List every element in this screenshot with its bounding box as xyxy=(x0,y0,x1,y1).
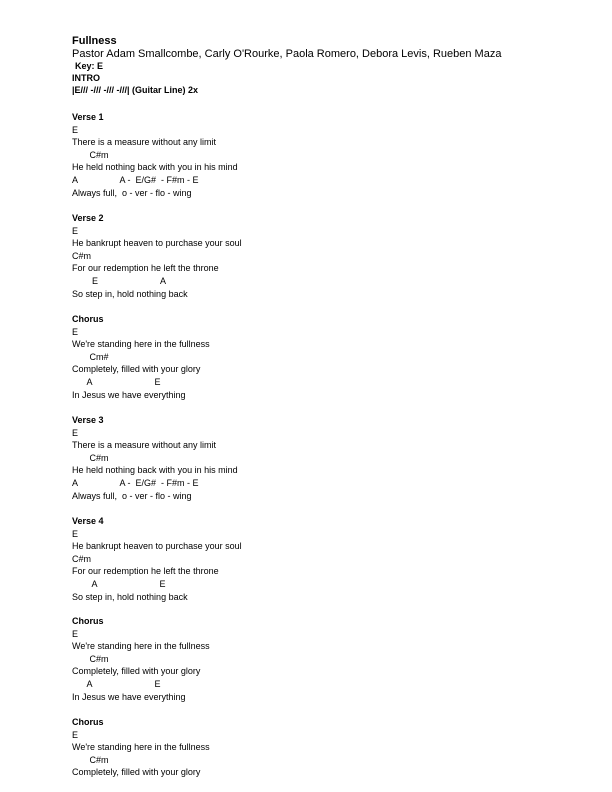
chord-line: E xyxy=(72,528,79,539)
lyric-line: In Jesus we have everything xyxy=(72,691,186,702)
chord-line: A E xyxy=(72,678,161,689)
section-verse-2 xyxy=(72,212,592,300)
song-authors: Pastor Adam Smallcombe, Carly O'Rourke, Paola Romero, Debora Levis, Rueben Maza xyxy=(72,48,502,60)
lyric-line: Always full, o - ver - flo - wing xyxy=(72,490,192,501)
lyric-line: Completely, filled with your glory xyxy=(72,767,201,778)
chord-line: E xyxy=(72,124,79,135)
section-heading: Verse 4 xyxy=(72,516,104,526)
lyric-line: We're standing here in the fullness xyxy=(72,742,210,753)
chord-line: Cm# xyxy=(72,351,109,362)
section-heading: Verse 1 xyxy=(72,112,104,122)
section-verse-4 xyxy=(72,515,592,603)
song-key: Key: E xyxy=(75,61,104,71)
lyric-line: There is a measure without any limit xyxy=(72,440,217,451)
chord-line: C#m xyxy=(72,653,109,664)
lyric-line: We're standing here in the fullness xyxy=(72,641,210,652)
chord-line: C#m xyxy=(72,754,109,765)
chord-line: E xyxy=(72,729,79,740)
section-heading: Verse 2 xyxy=(72,213,104,223)
lyric-line: Completely, filled with your glory xyxy=(72,364,201,375)
chord-line: E xyxy=(72,326,79,337)
chord-line: C#m xyxy=(72,149,109,160)
chord-line: A E xyxy=(72,578,166,589)
lyric-line: For our redemption he left the throne xyxy=(72,566,219,577)
intro-heading: INTRO xyxy=(72,73,100,83)
chord-line: A E xyxy=(72,376,161,387)
lyric-line: So step in, hold nothing back xyxy=(72,591,188,602)
section-heading: Verse 3 xyxy=(72,415,104,425)
lyric-line: For our redemption he left the throne xyxy=(72,263,219,274)
chord-line: E xyxy=(72,427,79,438)
lyric-line: He bankrupt heaven to purchase your soul xyxy=(72,541,242,552)
section-chorus-1 xyxy=(72,313,592,401)
chord-line: A A - E/G# - F#m - E xyxy=(72,477,199,488)
chord-line: E xyxy=(72,628,79,639)
lyric-line: He held nothing back with you in his mind xyxy=(72,465,238,476)
section-chorus-3 xyxy=(72,716,592,779)
section-verse-1 xyxy=(72,111,592,199)
lyric-line: There is a measure without any limit xyxy=(72,137,217,148)
chord-line: E A xyxy=(72,275,167,286)
chord-line: E xyxy=(72,225,79,236)
chord-line: A A - E/G# - F#m - E xyxy=(72,174,199,185)
section-heading: Chorus xyxy=(72,616,104,626)
section-heading: Chorus xyxy=(72,314,104,324)
section-heading: Chorus xyxy=(72,717,104,727)
lyric-line: We're standing here in the fullness xyxy=(72,339,210,350)
lyric-line: So step in, hold nothing back xyxy=(72,288,188,299)
lyric-line: He bankrupt heaven to purchase your soul xyxy=(72,238,242,249)
chord-line: C#m xyxy=(72,553,92,564)
lyric-line: In Jesus we have everything xyxy=(72,389,186,400)
chord-line: C#m xyxy=(72,250,92,261)
lyric-line: He held nothing back with you in his mind xyxy=(72,162,238,173)
section-chorus-2 xyxy=(72,615,592,703)
intro-chord-line: |E/// -/// -/// -///| (Guitar Line) 2x xyxy=(72,85,199,95)
song-title: Fullness xyxy=(72,35,117,47)
lyric-line: Completely, filled with your glory xyxy=(72,666,201,677)
chord-line: C#m xyxy=(72,452,109,463)
section-verse-3 xyxy=(72,414,592,502)
lyric-line: Always full, o - ver - flo - wing xyxy=(72,187,192,198)
